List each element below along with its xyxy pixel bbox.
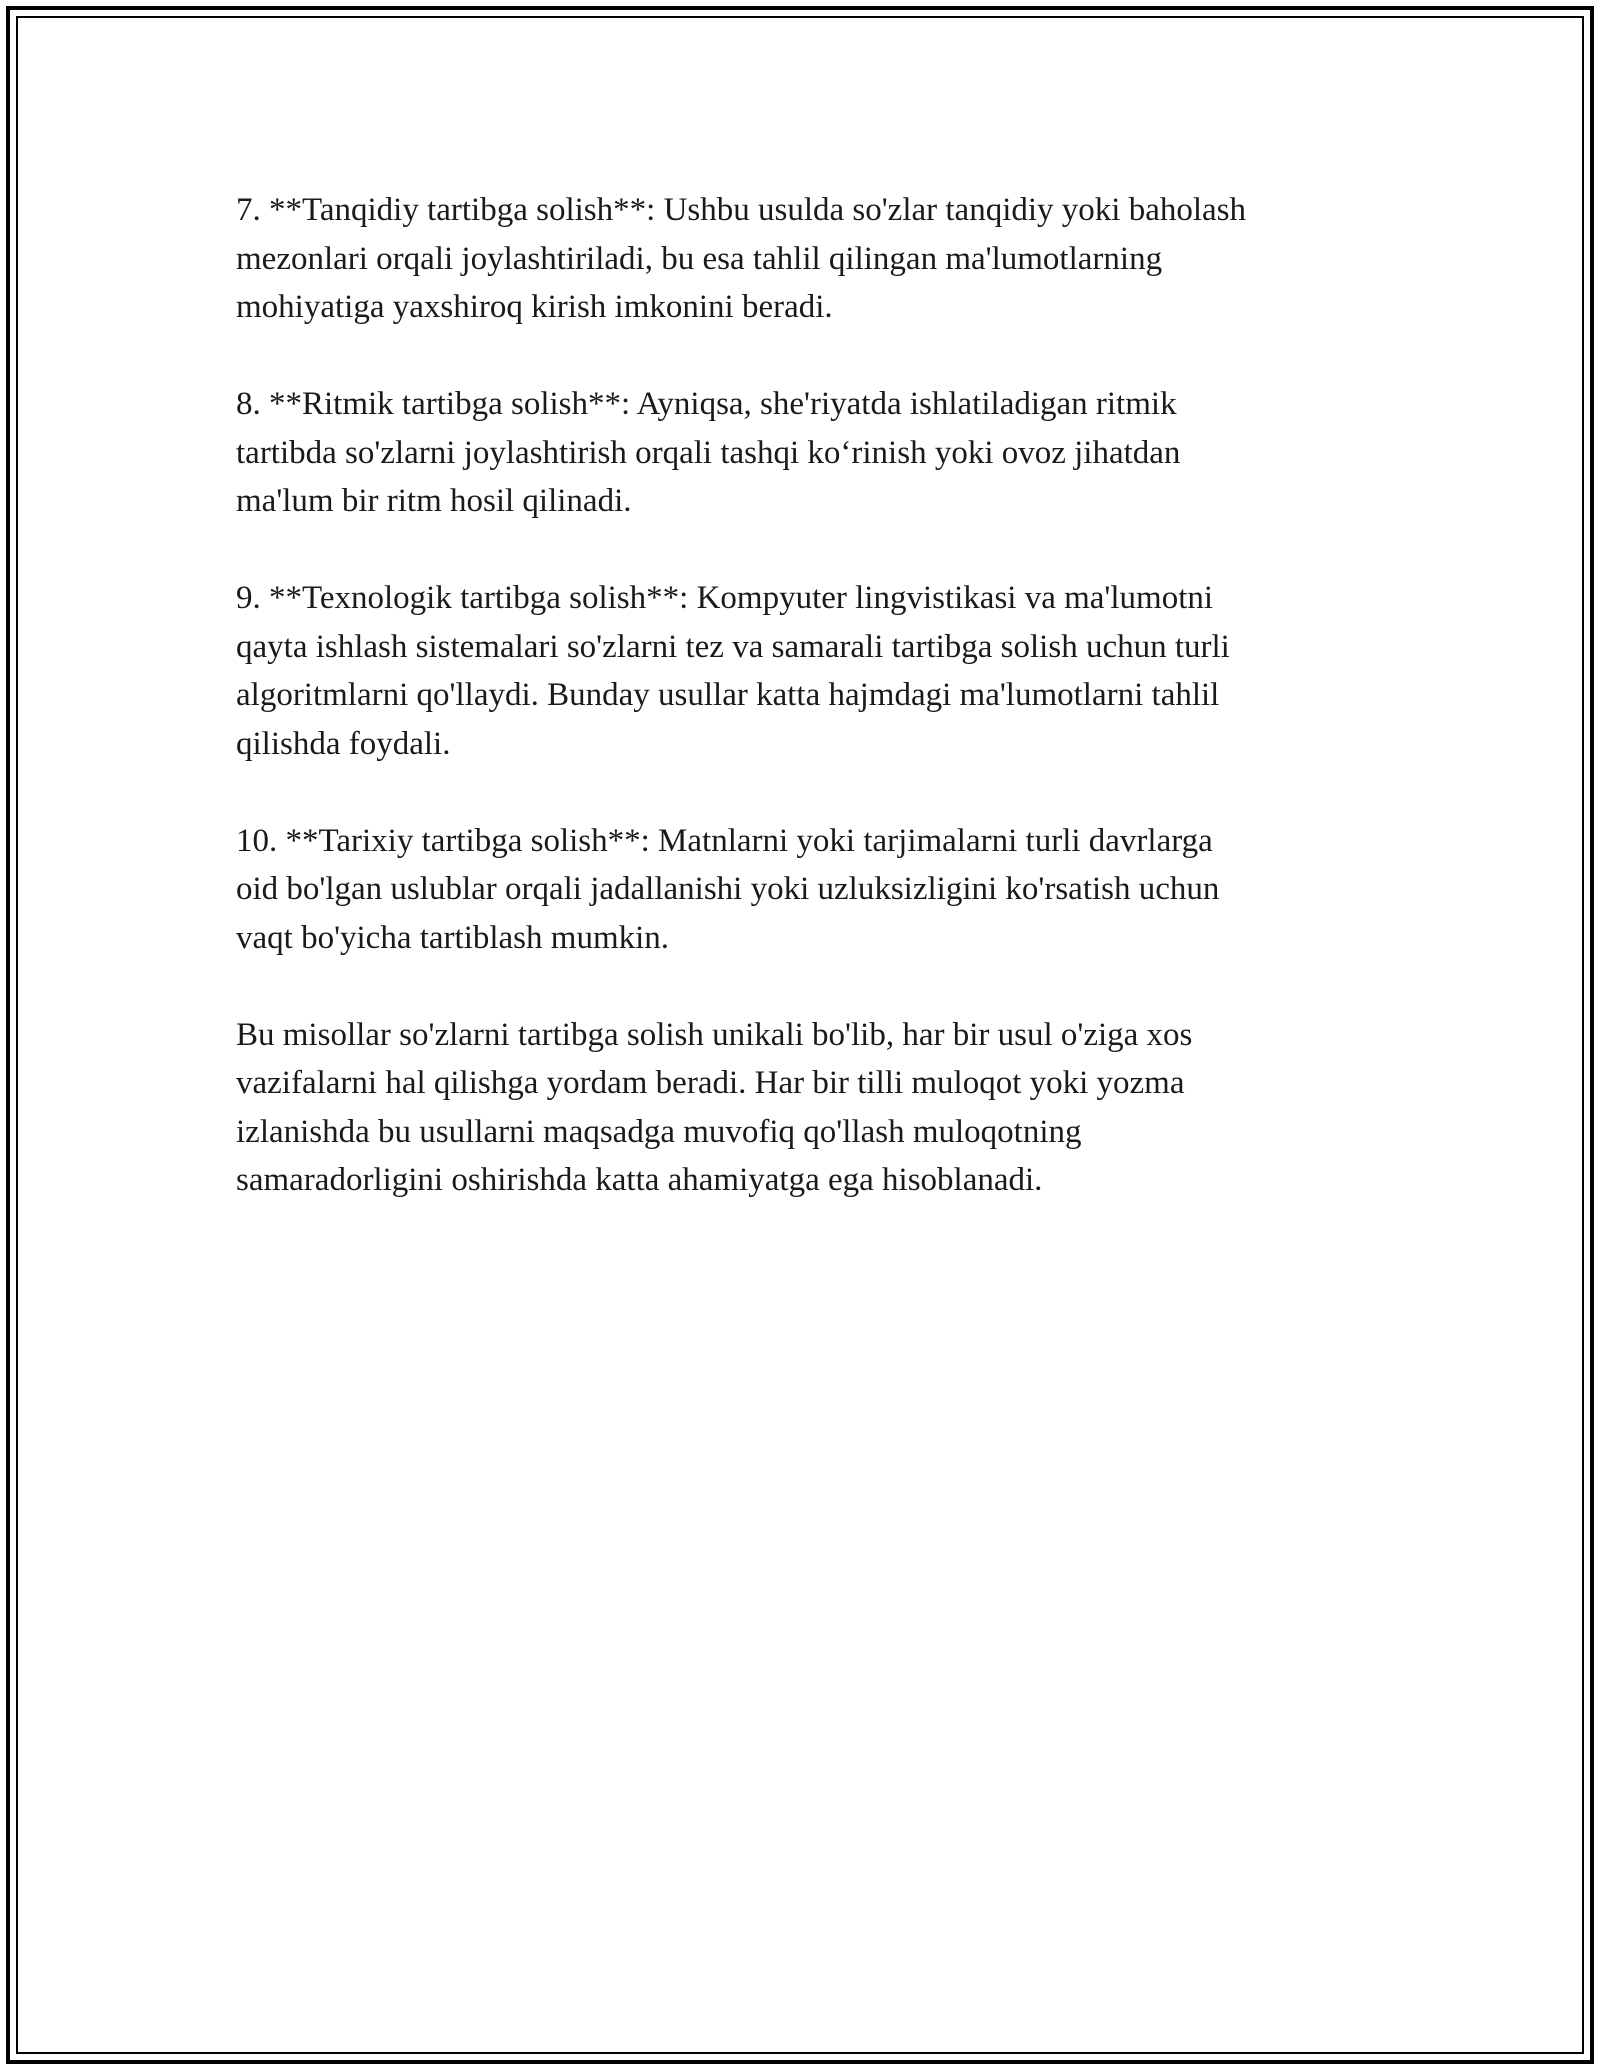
paragraph-critical-ordering bbox=[236, 186, 1386, 332]
text-line: vaqt bo'yicha tartiblash mumkin. bbox=[236, 919, 670, 956]
text-line: qayta ishlash sistemalari so'zlarni tez va samarali tartibga solish uchun turli bbox=[236, 628, 1230, 665]
text-line: 7. **Tanqidiy tartibga solish**: Ushbu usulda so'zlar tanqidiy yoki baholash bbox=[236, 192, 1247, 228]
text-line: vazifalarni hal qilishga yordam beradi. Har bir tilli muloqot yoki yozma bbox=[236, 1065, 1185, 1101]
text-line: mohiyatiga yaxshiroq kirish imkonini beradi. bbox=[236, 289, 833, 325]
paragraph-historical-ordering bbox=[236, 817, 1386, 963]
paragraph-technological-ordering bbox=[236, 574, 1386, 768]
text-line: tartibda so'zlarni joylashtirish orqali tashqi ko‘rinish yoki ovoz jihatdan bbox=[236, 434, 1181, 471]
text-line: ma'lum bir ritm hosil qilinadi. bbox=[236, 483, 632, 519]
text-line: algoritmlarni qo'llaydi. Bunday usullar katta hajmdagi ma'lumotlarni tahlil bbox=[236, 677, 1220, 713]
text-line: Bu misollar so'zlarni tartibga solish unikali bo'lib, har bir usul o'ziga xos bbox=[236, 1016, 1193, 1053]
text-line: 8. **Ritmik tartibga solish**: Ayniqsa, she'riyatda ishlatiladigan ritmik bbox=[236, 386, 1177, 422]
paragraph-rhythmic-ordering bbox=[236, 380, 1386, 526]
text-line: qilishda foydali. bbox=[236, 725, 451, 762]
text-line: samaradorligini oshirishda katta ahamiyatga ega hisoblanadi. bbox=[236, 1162, 1043, 1198]
text-line: oid bo'lgan uslublar orqali jadallanishi yoki uzluksizligini ko'rsatish uchun bbox=[236, 871, 1220, 907]
paragraph-conclusion bbox=[236, 1011, 1386, 1205]
text-line: 9. **Texnologik tartibga solish**: Kompyuter lingvistikasi va ma'lumotni bbox=[236, 580, 1214, 616]
text-line: mezonlari orqali joylashtiriladi, bu esa tahlil qilingan ma'lumotlarning bbox=[236, 240, 1163, 277]
document-body bbox=[236, 186, 1386, 1253]
text-line: 10. **Tarixiy tartibga solish**: Matnlarni yoki tarjimalarni turli davrlarga bbox=[236, 822, 1213, 859]
text-line: izlanishda bu usullarni maqsadga muvofiq qo'llash muloqotning bbox=[236, 1113, 1082, 1150]
